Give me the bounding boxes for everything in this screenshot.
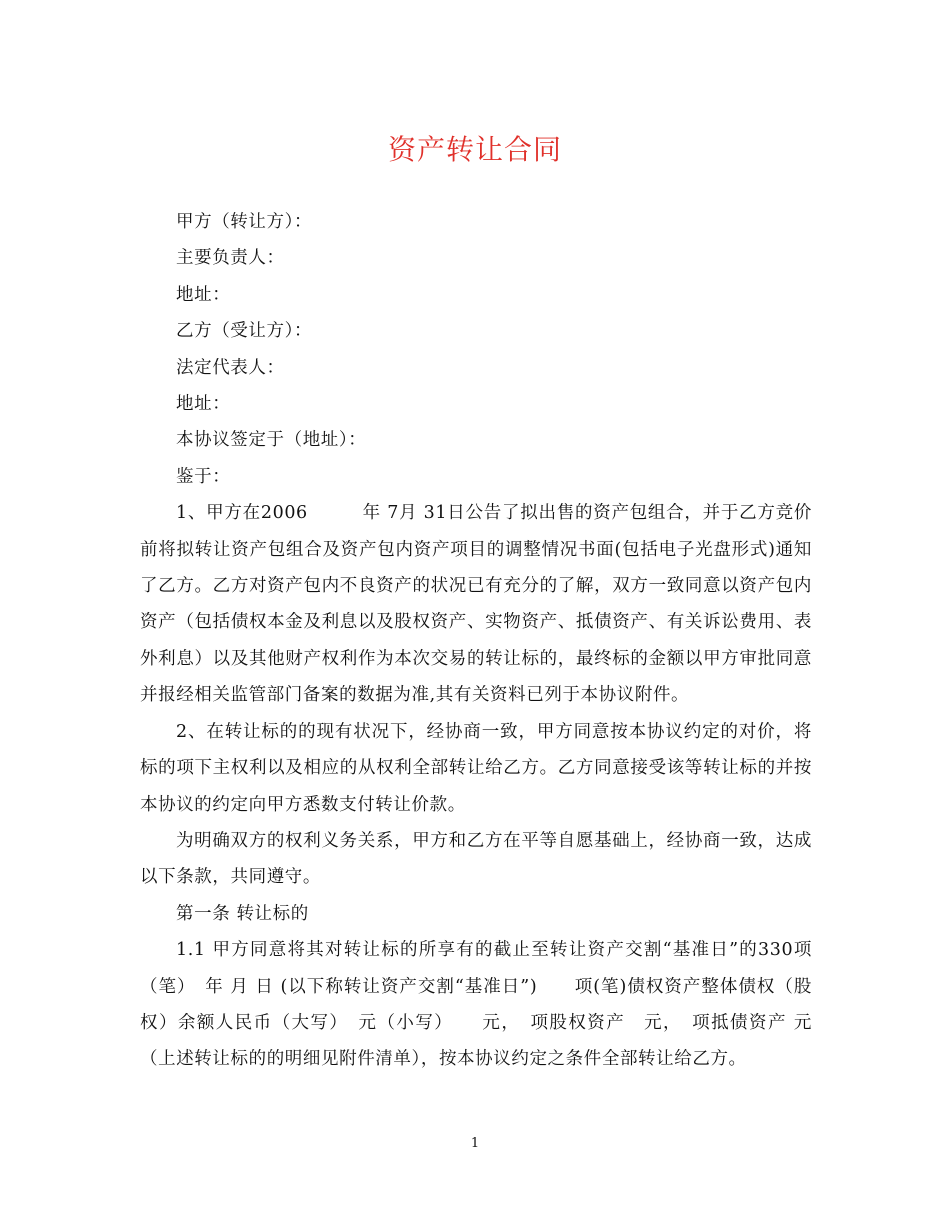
whereas-heading: 鉴于：: [176, 466, 231, 487]
party-b-line: 乙方（受让方）：: [176, 321, 313, 342]
document-body: [140, 204, 812, 1078]
article-1-heading: 第一条 转让标的: [176, 903, 309, 924]
purpose-paragraph: 为明确双方的权利义务关系，甲方和乙方在平等自愿基础上，经协商一致，达成以下条款，共同遵守。: [140, 830, 812, 888]
party-a-line: 甲方（转让方）：: [176, 212, 313, 232]
recital-2-paragraph: 2、在转让标的的现有状况下，经协商一致，甲方同意按本协议约定的对价，将标的项下主权利以及相应的从权利全部转让给乙方。乙方同意接受该等转让标的并按本协议的约定向甲方悉数支付转让价款。: [140, 721, 812, 815]
document-title: 资产转让合同: [387, 133, 562, 166]
party-a-principal-line: 主要负责人：: [176, 248, 285, 269]
signing-place-line: 本协议签定于（地址）：: [176, 430, 367, 451]
clause-1-1-paragraph: 1.1 甲方同意将其对转让标的所享有的截止至转让资产交割“基准日”的330项（笔） 年 月 日 (以下称转让资产交割“基准日”) 项(笔)债权资产整体债权（股权）余额人民币（大写） 元（小写） 元， 项股权资产 元， 项抵债资产 元（上述转让标的的明细见附件清单），按本协议约定之条件全部转让给乙方。: [140, 940, 812, 1070]
page-number: 1: [470, 1136, 480, 1151]
recital-1-paragraph: 1、甲方在2006 年 7月 31日公告了拟出售的资产包组合，并于乙方竞价前将拟转让资产包组合及资产包内资产项目的调整情况书面(包括电子光盘形式)通知了乙方。乙方对资产包内不良资产的状况已有充分的了解，双方一致同意以资产包内资产（包括债权本金及利息以及股权资产、实物资产、抵债资产、有关诉讼费用、表外利息）以及其他财产权利作为本次交易的转让标的，最终标的金额以甲方审批同意并报经相关监管部门备案的数据为准,其有关资料已列于本协议附件。: [140, 503, 812, 706]
party-b-address-line: 地址：: [176, 394, 231, 415]
party-b-representative-line: 法定代表人：: [176, 357, 285, 378]
party-a-address-line: 地址：: [176, 284, 231, 305]
